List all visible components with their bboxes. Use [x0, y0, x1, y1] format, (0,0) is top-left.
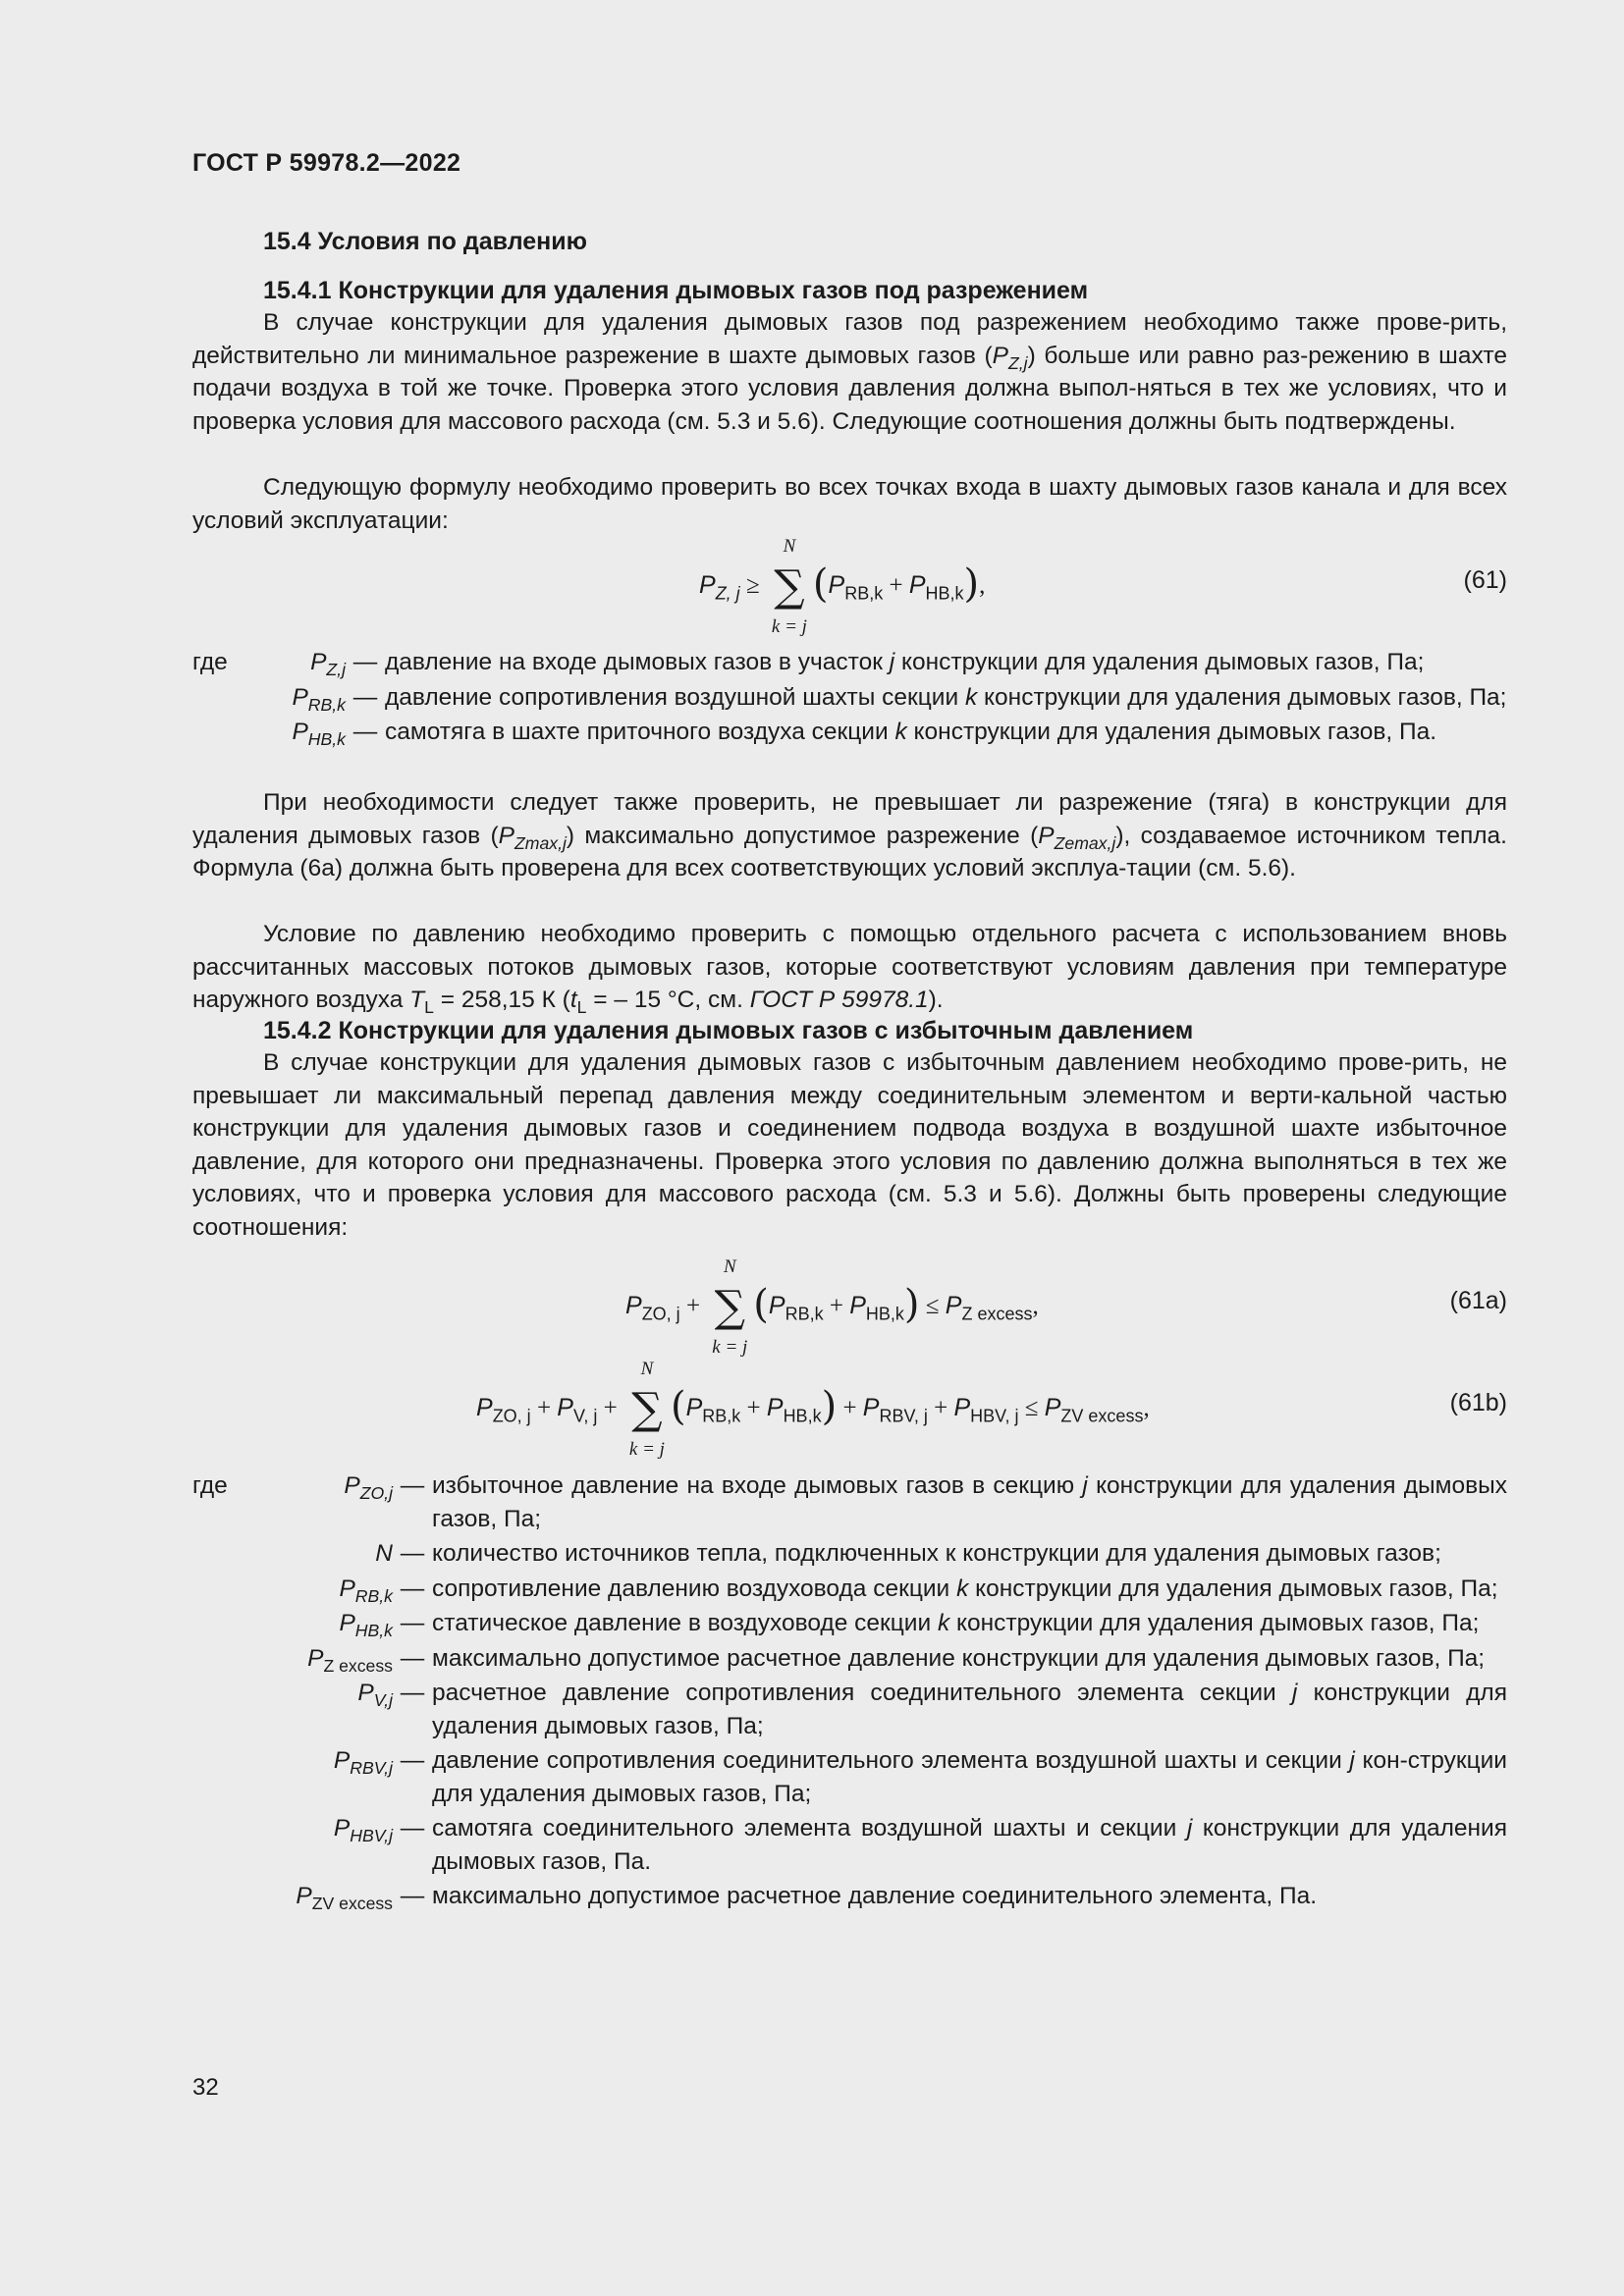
- paragraph-5: В случае конструкции для удаления дымовых газов с избыточным давлением необходимо прове-рить, не превышает ли максимальный перепад давления между соединительным элементом и верти-кальной частью конструкции для удаления дымовых газов и соединением подвода воздуха в воздушной шахте избыточное давление, для которого они предназначены. Проверка этого условия по давлению должна выполняться в тех же условиях, что и проверка условия для массового расхода (см. 5.3 и 5.6). Должны быть проверены следующие соотношения:: [192, 1049, 1507, 1241]
- formula-61: $P_{Z, j}$ ≥ N ∑ k = j $(P_{RB,k} + P_{HB,k})$,: [699, 536, 986, 638]
- definition-row: $P_{RB,k}$ — сопротивление давлению воздуховода секции k конструкции для удаления дымовых газов, Па;: [339, 1575, 1498, 1606]
- paragraph-1: В случае конструкции для удаления дымовых газов под разрежением необходимо также прове-рить, действительно ли минимальное разрежение в шахте дымовых газов $(P_{Z,j})$ больше или равно раз-режению в шахте подачи воздуха в той же точке. Проверка этого условия давления должна выпол-няться в тех же условиях, что и проверка условия для массового расхода (см. 5.3 и 5.6). Следующие соотношения должны быть подтверждены.: [192, 309, 1508, 435]
- definition-row: где $P_{ZO,j}$ — избыточное давление на входе дымовых газов в секцию j конструкции для удаления дымовых газов, Па;: [192, 1472, 1507, 1532]
- formula-61b: $P_{ZO, j} + P_{V, j}$ + N ∑ k = j $(P_{RB,k} + P_{HB,k}) + P_{RBV, j} + P_{HBV, j} \le P_{ZV excess}$,: [476, 1359, 1150, 1461]
- paragraph-3: При необходимости следует также проверить, не превышает ли разрежение (тяга) в конструкции для удаления дымовых газов $(P_{Zmax,j})$ максимально допустимое разрежение $(P_{Zemax,j})$, создаваемое источником тепла. Формула (6а) должна быть проверена для всех соответствующих условий эксплуа-тации (см. 5.6).: [192, 789, 1507, 881]
- definition-row: $P_{HBV,j}$ — самотяга соединительного элемента воздушной шахты и секции j конструкции для удаления дымовых газов, Па.: [333, 1815, 1508, 1875]
- section-heading-15-4: 15.4 Условия по давлению: [263, 228, 587, 255]
- summation-sign: N ∑ k = j: [712, 1256, 748, 1359]
- paragraph-4: Условие по давлению необходимо проверить с помощью отдельного расчета с использованием вновь рассчитанных массовых потоков дымовых газов, которые соответствуют условиям давления при температуре наружного воздуха $T_L = 258,15$ К ($t_L$ = – 15 °С, см. ГОСТ Р 59978.1).: [192, 921, 1507, 1018]
- definition-row: где $P_{Z,j}$ — давление на входе дымовых газов в участок j конструкции для удаления дымовых газов, Па;: [192, 649, 1425, 680]
- equation-number-61b: (61b): [1449, 1389, 1507, 1416]
- summation-sign: N ∑ k = j: [771, 536, 807, 638]
- definition-row: N — количество источников тепла, подключенных к конструкции для удаления дымовых газов;: [375, 1540, 1441, 1567]
- section-heading-15-4-1: 15.4.1 Конструкции для удаления дымовых газов под разрежением: [263, 277, 1089, 304]
- equation-number-61: (61): [1463, 566, 1507, 594]
- page-number: 32: [192, 2074, 219, 2101]
- definitions-list-1: [192, 646, 1507, 751]
- definition-row: $P_{RB,k}$ — давление сопротивления воздушной шахты секции k конструкции для удаления дымовых газов, Па;: [292, 683, 1507, 715]
- definition-row: $P_{RBV,j}$ — давление сопротивления соединительного элемента воздушной шахты и секции j кон-струкции для удаления дымовых газов, Па;: [333, 1747, 1507, 1807]
- summation-sign: N ∑ k = j: [628, 1359, 665, 1461]
- formula-61a: $P_{ZO, j}$ + N ∑ k = j $(P_{RB,k} + P_{HB,k}) \le P_{Z excess}$,: [625, 1256, 1039, 1359]
- definition-row: $P_{HB,k}$ — статическое давление в воздуховоде секции k конструкции для удаления дымовых газов, Па;: [339, 1610, 1480, 1641]
- definition-row: $P_{Z excess}$ — максимально допустимое расчетное давление конструкции для удаления дымовых газов, Па;: [307, 1644, 1486, 1676]
- definitions-list-2: [192, 1469, 1507, 1915]
- paragraph-2: Следующую формулу необходимо проверить во всех точках входа в шахту дымовых газов канала и для всех условий эксплуатации:: [192, 474, 1507, 534]
- definition-row: $P_{ZV excess}$ — максимально допустимое расчетное давление соединительного элемента, Па.: [296, 1883, 1318, 1914]
- section-heading-15-4-2: 15.4.2 Конструкции для удаления дымовых газов с избыточным давлением: [263, 1017, 1194, 1044]
- equation-number-61a: (61a): [1449, 1287, 1507, 1314]
- definition-row: $P_{HB,k}$ — самотяга в шахте приточного воздуха секции k конструкции для удаления дымовых газов, Па.: [292, 719, 1437, 750]
- standard-header: ГОСТ Р 59978.2—2022: [192, 149, 461, 177]
- definition-row: $P_{V,j}$ — расчетное давление сопротивления соединительного элемента секции j конструкции для удаления дымовых газов, Па;: [357, 1680, 1507, 1739]
